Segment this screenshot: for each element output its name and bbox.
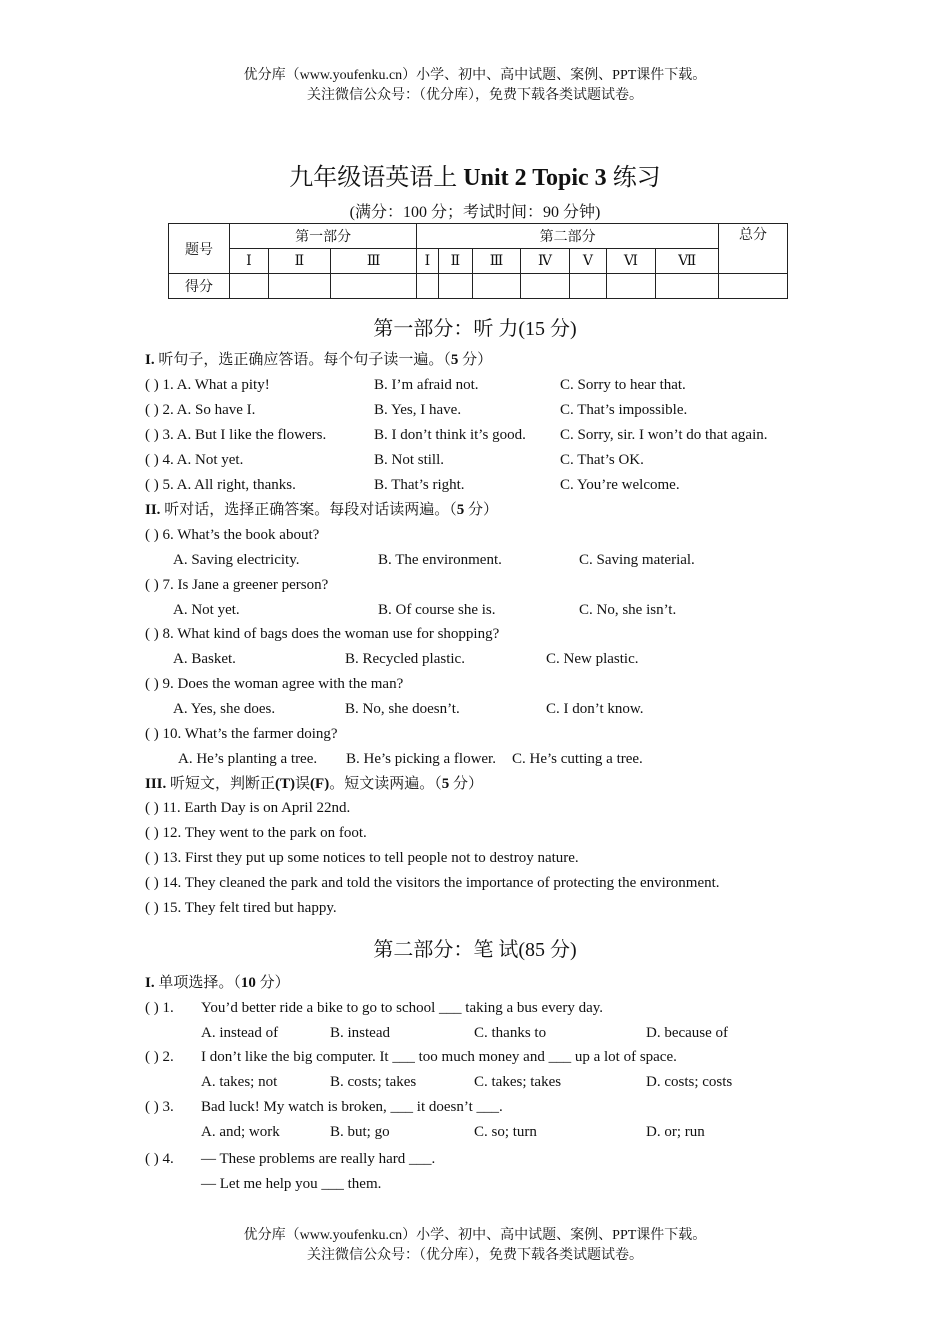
score-table-col: Ⅲ xyxy=(331,249,417,274)
sec-text-2: 。短文读两遍。（ xyxy=(329,776,442,792)
option-b: B. I’m afraid not. xyxy=(374,377,479,393)
score-table-col: Ⅰ xyxy=(417,249,438,274)
option-b: B. The environment. xyxy=(378,552,502,568)
score-cell[interactable] xyxy=(331,274,417,299)
score-table-part1-header: 第一部分 xyxy=(230,224,417,249)
page-subtitle: (满分：100 分；考试时间：90 分钟) xyxy=(349,204,601,221)
option-c: C. He’s cutting a tree. xyxy=(512,751,643,767)
option-b: B. instead xyxy=(330,1025,390,1041)
option-a: A. Yes, she does. xyxy=(173,701,276,717)
option-b: B. Recycled plastic. xyxy=(345,651,465,667)
option-d: D. costs; costs xyxy=(646,1074,733,1090)
score-cell[interactable] xyxy=(268,274,330,299)
option-a: A. Basket. xyxy=(173,651,236,667)
option-b: B. That’s right. xyxy=(374,477,465,493)
score-cell[interactable] xyxy=(230,274,269,299)
score-table-part2-header: 第二部分 xyxy=(417,224,719,249)
question-number: ( ) 3. xyxy=(145,1099,174,1115)
sec-text-mid: 误 xyxy=(295,776,311,792)
footer-line-1: 优分库（www.youfenku.cn）小学、初中、高中试题、案例、PPT课件下载。 xyxy=(243,1228,707,1243)
option-c: C. New plastic. xyxy=(546,651,639,667)
question-text: ( ) 15. They felt tired but happy. xyxy=(145,900,337,916)
score-cell[interactable] xyxy=(656,274,719,299)
sec-num: I. xyxy=(145,352,155,368)
title-unit: Unit 2 Topic 3 xyxy=(463,165,607,191)
score-table-score-label: 得分 xyxy=(169,274,230,299)
question-number: ( ) 4. xyxy=(145,1151,174,1167)
header-line-1: 优分库（www.youfenku.cn）小学、初中、高中试题、案例、PPT课件下载。 xyxy=(243,68,707,83)
sec-text: 听句子，选正确应答语。每个句子读一遍。（ xyxy=(154,352,451,368)
score-table-col: Ⅴ xyxy=(570,249,607,274)
title-pre: 九年级语英语上 xyxy=(289,165,464,191)
score-table-col: Ⅱ xyxy=(438,249,473,274)
option-c: C. I don’t know. xyxy=(546,701,644,717)
sec-score: 5 xyxy=(441,776,450,792)
option-a: A. Saving electricity. xyxy=(173,552,300,568)
option-a: A. Not yet. xyxy=(173,602,240,618)
sec-text: 单项选择。（ xyxy=(154,975,241,991)
sec-tail: 分） xyxy=(255,975,290,991)
option-c: C. That’s OK. xyxy=(560,452,644,468)
question-text: ( ) 5. A. All right, thanks. xyxy=(145,477,296,493)
question-text: You’d better ride a bike to go to school ___ taking a bus every day. xyxy=(201,1000,604,1016)
sec-tail: 分） xyxy=(464,502,498,518)
part1-title: 第一部分：听 力(15 分) xyxy=(373,318,577,340)
sec-num: III. xyxy=(145,776,167,792)
option-b: B. No, she doesn’t. xyxy=(345,701,460,717)
option-b: B. Of course she is. xyxy=(378,602,496,618)
score-cell[interactable] xyxy=(473,274,521,299)
score-table xyxy=(168,223,788,299)
page-title xyxy=(0,157,950,192)
sec-num: II. xyxy=(145,502,161,518)
option-c: C. thanks to xyxy=(474,1025,547,1041)
question-text: ( ) 8. What kind of bags does the woman use for shopping? xyxy=(145,626,500,642)
question-text: ( ) 10. What’s the farmer doing? xyxy=(145,726,338,742)
question-text: ( ) 11. Earth Day is on April 22nd. xyxy=(145,800,351,816)
score-table-col: Ⅱ xyxy=(268,249,330,274)
question-text: ( ) 6. What’s the book about? xyxy=(145,527,320,543)
sec-score: 5 xyxy=(456,502,465,518)
question-text: I don’t like the big computer. It ___ too much money and ___ up a lot of space. xyxy=(201,1049,677,1065)
option-a: A. takes; not xyxy=(201,1074,278,1090)
sec-text: 听短文，判断正 xyxy=(166,776,276,792)
score-table-col: Ⅲ xyxy=(473,249,521,274)
score-cell[interactable] xyxy=(570,274,607,299)
score-cell[interactable] xyxy=(438,274,473,299)
score-table-total-header: 总分 xyxy=(719,224,788,274)
option-d: D. because of xyxy=(646,1025,729,1041)
score-table-col: Ⅰ xyxy=(230,249,269,274)
score-cell[interactable] xyxy=(719,274,788,299)
header-line-2: 关注微信公众号：（优分库），免费下载各类试题试卷。 xyxy=(307,88,643,103)
question-text: ( ) 3. A. But I like the flowers. xyxy=(145,427,327,443)
question-text: — These problems are really hard ___. xyxy=(201,1151,436,1167)
option-a: A. and; work xyxy=(201,1124,280,1140)
question-text: ( ) 1. A. What a pity! xyxy=(145,377,270,393)
question-number: ( ) 1. xyxy=(145,1000,174,1016)
option-c: C. Saving material. xyxy=(579,552,695,568)
sec-score: 5 xyxy=(450,352,459,368)
question-text: ( ) 7. Is Jane a greener person? xyxy=(145,577,329,593)
score-table-question-label: 题号 xyxy=(169,224,230,274)
score-cell[interactable] xyxy=(520,274,569,299)
option-b: B. He’s picking a flower. xyxy=(346,751,496,767)
option-a: A. He’s planting a tree. xyxy=(178,751,318,767)
question-text: ( ) 12. They went to the park on foot. xyxy=(145,825,367,841)
part1-sec3-heading xyxy=(145,772,483,797)
part2-title: 第二部分：笔 试(85 分) xyxy=(373,939,577,961)
option-b: B. but; go xyxy=(330,1124,390,1140)
option-c: C. Sorry, sir. I won’t do that again. xyxy=(560,427,768,443)
footer-line-2: 关注微信公众号：（优分库），免费下载各类试题试卷。 xyxy=(307,1248,643,1263)
option-c: C. takes; takes xyxy=(474,1074,562,1090)
option-c: C. You’re welcome. xyxy=(560,477,680,493)
sec-tail: 分） xyxy=(458,352,493,368)
question-text: ( ) 13. First they put up some notices to tell people not to destroy nature. xyxy=(145,850,579,866)
option-a: A. instead of xyxy=(201,1025,279,1041)
score-table-col: Ⅳ xyxy=(520,249,569,274)
sec-score: 10 xyxy=(240,975,256,991)
option-c: C. No, she isn’t. xyxy=(579,602,677,618)
sec-true-mark: (T) xyxy=(275,776,296,792)
score-table-col: Ⅶ xyxy=(656,249,719,274)
title-post: 练习 xyxy=(606,165,661,191)
question-text: ( ) 9. Does the woman agree with the man? xyxy=(145,676,404,692)
option-c: C. so; turn xyxy=(474,1124,537,1140)
part2-sec1-heading xyxy=(145,971,290,996)
option-b: B. I don’t think it’s good. xyxy=(374,427,526,443)
option-b: B. Not still. xyxy=(374,452,445,468)
option-d: D. or; run xyxy=(646,1124,705,1140)
score-table-col: Ⅵ xyxy=(606,249,656,274)
part1-sec1-heading xyxy=(145,348,492,373)
question-text: ( ) 4. A. Not yet. xyxy=(145,452,244,468)
score-cell[interactable] xyxy=(606,274,656,299)
sec-num: I. xyxy=(145,975,155,991)
sec-tail: 分） xyxy=(449,776,483,792)
question-text: Bad luck! My watch is broken, ___ it doesn’t ___. xyxy=(201,1099,503,1115)
sec-false-mark: (F) xyxy=(310,776,330,792)
question-text: ( ) 2. A. So have I. xyxy=(145,402,256,418)
question-number: ( ) 2. xyxy=(145,1049,174,1065)
part1-sec2-heading xyxy=(145,498,498,523)
option-b: B. Yes, I have. xyxy=(374,402,462,418)
question-text: ( ) 14. They cleaned the park and told the visitors the importance of protecting the environment. xyxy=(145,875,720,891)
option-c: C. Sorry to hear that. xyxy=(560,377,686,393)
option-c: C. That’s impossible. xyxy=(560,402,688,418)
option-b: B. costs; takes xyxy=(330,1074,417,1090)
score-cell[interactable] xyxy=(417,274,438,299)
question-text: — Let me help you ___ them. xyxy=(201,1176,382,1192)
sec-text: 听对话，选择正确答案。每段对话读两遍。（ xyxy=(160,502,457,518)
